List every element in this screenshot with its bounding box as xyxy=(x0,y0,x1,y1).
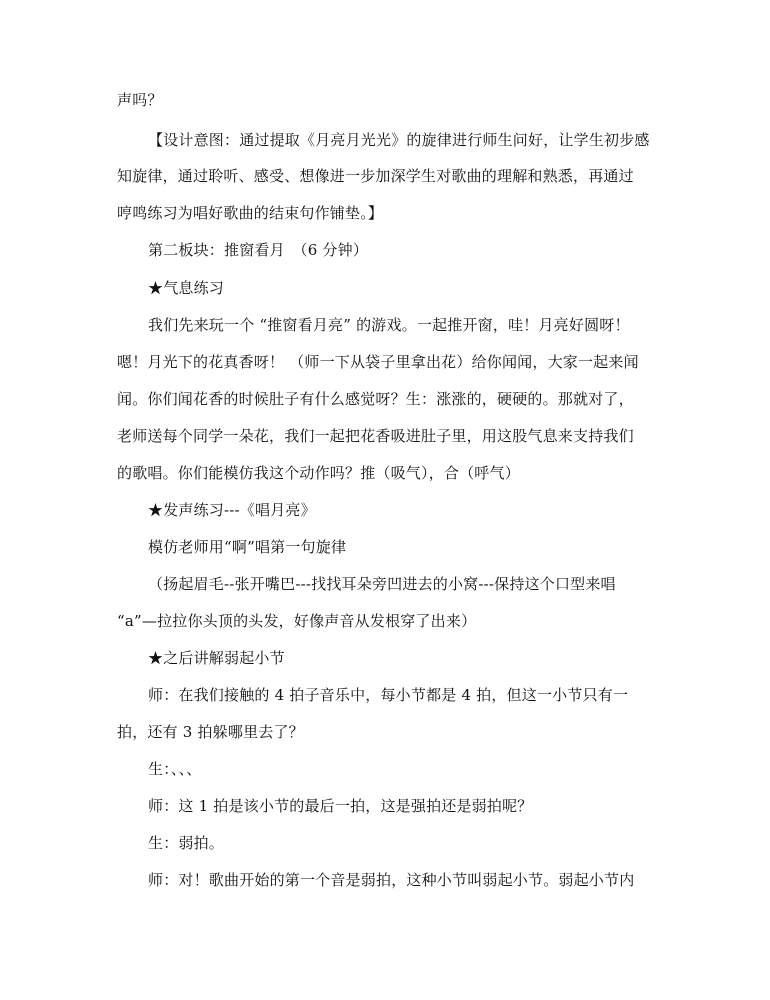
design-intent-line-1: 【设计意图：通过提取《月亮月光光》的旋律进行师生问好，让学生初步感 xyxy=(148,131,650,149)
dialogue-line-4: 师：这 1 拍是该小节的最后一拍，这是强拍还是弱拍呢？ xyxy=(148,797,533,815)
paragraph-line-1: 声吗？ xyxy=(117,91,163,109)
subheading-vocal: ★发声练习---《唱月亮》 xyxy=(148,501,316,519)
subheading-upbeat: ★之后讲解弱起小节 xyxy=(148,649,285,667)
dialogue-line-5: 生：弱拍。 xyxy=(148,834,225,852)
paragraph-line-6: 的歌唱。你们能模仿我这个动作吗？推（吸气），合（呼气） xyxy=(117,464,520,482)
dialogue-line-2: 拍，还有 3 拍躲哪里去了？ xyxy=(117,723,304,741)
paragraph-line-8: （扬起眉毛--张开嘴巴---找找耳朵旁凹进去的小窝---保持这个口型来唱 xyxy=(148,575,616,593)
paragraph-line-7: 模仿老师用“啊”唱第一句旋律 xyxy=(148,538,347,556)
paragraph-line-4: 闻。你们闻花香的时候肚子有什么感觉呀？生：涨涨的，硬硬的。那就对了， xyxy=(117,390,634,408)
dialogue-line-3: 生：、、、 xyxy=(148,760,202,778)
paragraph-line-3: 嗯！月光下的花真香呀！ （师一下从袋子里拿出花）给你闻闻，大家一起来闻 xyxy=(117,353,639,371)
dialogue-line-1: 师：在我们接触的 4 拍子音乐中，每小节都是 4 拍，但这一小节只有一 xyxy=(148,686,629,704)
paragraph-line-2: 我们先来玩一个 “推窗看月亮” 的游戏。一起推开窗，哇！月亮好圆呀！ xyxy=(148,316,630,334)
section-heading: 第二板块：推窗看月 （6 分钟） xyxy=(148,241,369,259)
subheading-breathing: ★气息练习 xyxy=(148,279,225,297)
design-intent-line-2: 知旋律，通过聆听、感受、想像进一步加深学生对歌曲的理解和熟悉，再通过 xyxy=(117,167,634,185)
paragraph-line-9: “a”—拉拉你头顶的头发，好像声音从发根穿了出来） xyxy=(117,612,477,630)
design-intent-line-3: 哼鸣练习为唱好歌曲的结束句作铺垫。】 xyxy=(117,204,384,222)
paragraph-line-5: 老师送每个同学一朵花，我们一起把花香吸进肚子里，用这股气息来支持我们 xyxy=(117,427,634,445)
dialogue-line-6: 师：对！歌曲开始的第一个音是弱拍，这种小节叫弱起小节。弱起小节内 xyxy=(148,871,635,889)
